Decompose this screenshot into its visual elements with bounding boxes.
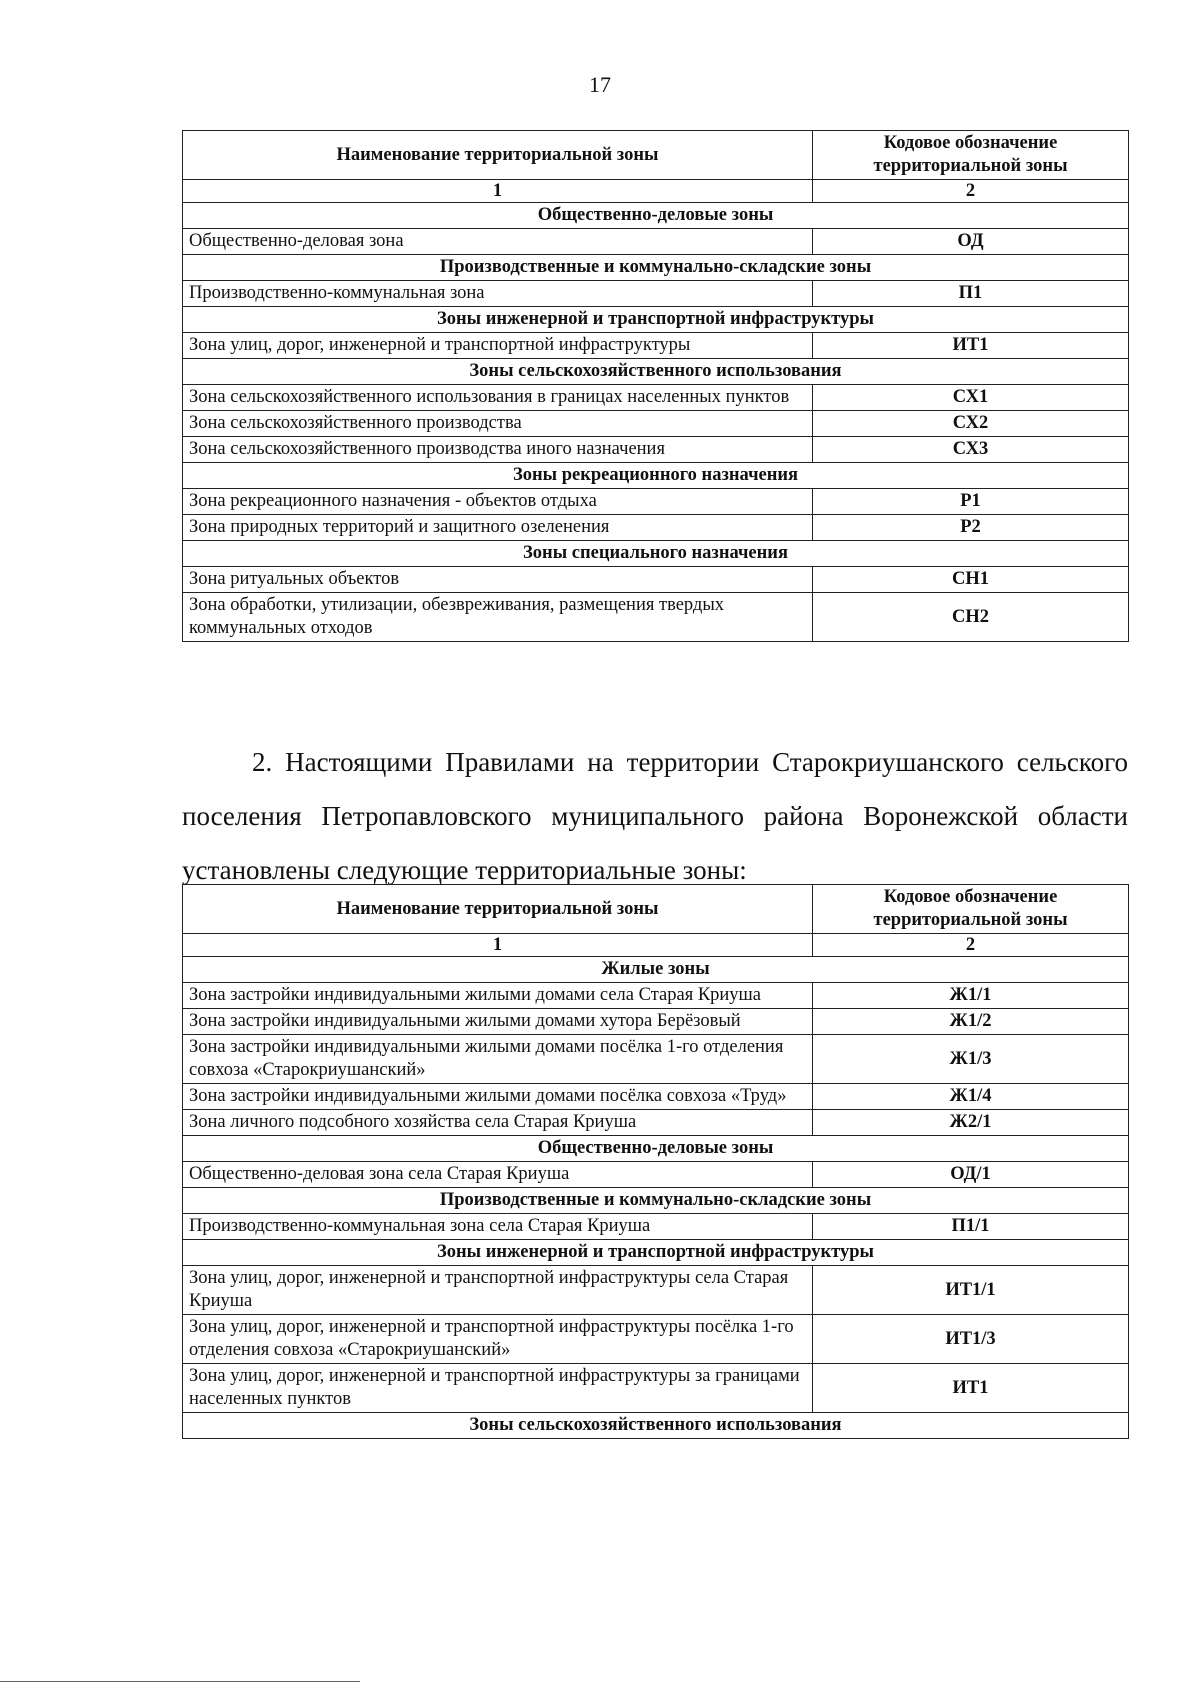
- zone-code: ОД/1: [813, 1162, 1129, 1188]
- zone-row: [183, 333, 1129, 359]
- zone-group-title: Производственные и коммунально-складские зоны: [183, 255, 1129, 281]
- zone-code: ИТ1: [813, 1364, 1129, 1413]
- column-header-name: Наименование территориальной зоны: [183, 885, 813, 934]
- zone-name: Зона сельскохозяйственного производства: [183, 411, 813, 437]
- zone-code: Р1: [813, 489, 1129, 515]
- zone-code: Ж1/3: [813, 1035, 1129, 1084]
- zone-row: [183, 1084, 1129, 1110]
- zone-row: [183, 567, 1129, 593]
- zone-name: Зона сельскохозяйственного производства иного назначения: [183, 437, 813, 463]
- zone-code: СХ2: [813, 411, 1129, 437]
- column-numbers-row: [183, 180, 1129, 203]
- zone-code: Ж1/1: [813, 983, 1129, 1009]
- zone-row: [183, 281, 1129, 307]
- zone-name: Зона сельскохозяйственного использования в границах населенных пунктов: [183, 385, 813, 411]
- zone-name: Зона личного подсобного хозяйства села Старая Криуша: [183, 1110, 813, 1136]
- zone-name: Зона природных территорий и защитного озеленения: [183, 515, 813, 541]
- zone-code: СН2: [813, 593, 1129, 642]
- zone-code: СН1: [813, 567, 1129, 593]
- zone-group-row: [183, 1136, 1129, 1162]
- footer-rule: [0, 1681, 360, 1682]
- zones-table-2-body: [183, 957, 1129, 1439]
- zone-row: [183, 1110, 1129, 1136]
- table-header-row: [183, 885, 1129, 934]
- column-header-code: Кодовое обозначение территориальной зоны: [813, 885, 1129, 934]
- zone-name: Зона застройки индивидуальными жилыми домами посёлка совхоза «Труд»: [183, 1084, 813, 1110]
- zone-code: Ж1/4: [813, 1084, 1129, 1110]
- zone-name: Зона улиц, дорог, инженерной и транспортной инфраструктуры села Старая Криуша: [183, 1266, 813, 1315]
- zone-group-row: [183, 1413, 1129, 1439]
- column-header-name: Наименование территориальной зоны: [183, 131, 813, 180]
- zone-name: Зона улиц, дорог, инженерной и транспортной инфраструктуры: [183, 333, 813, 359]
- zones-table-1-body: [183, 203, 1129, 642]
- zone-name: Зона обработки, утилизации, обезвреживания, размещения твердых коммунальных отходов: [183, 593, 813, 642]
- zone-code: ИТ1/1: [813, 1266, 1129, 1315]
- zone-row: [183, 593, 1129, 642]
- zone-name: Производственно-коммунальная зона села Старая Криуша: [183, 1214, 813, 1240]
- zone-code: СХ1: [813, 385, 1129, 411]
- zone-row: [183, 385, 1129, 411]
- zone-name: Общественно-деловая зона села Старая Криуша: [183, 1162, 813, 1188]
- zone-code: П1/1: [813, 1214, 1129, 1240]
- zone-row: [183, 489, 1129, 515]
- zone-group-row: [183, 1240, 1129, 1266]
- zone-group-title: Общественно-деловые зоны: [183, 203, 1129, 229]
- zone-row: [183, 1162, 1129, 1188]
- zone-name: Производственно-коммунальная зона: [183, 281, 813, 307]
- zone-group-title: Зоны сельскохозяйственного использования: [183, 1413, 1129, 1439]
- zone-name: Зона ритуальных объектов: [183, 567, 813, 593]
- zone-code: ИТ1/3: [813, 1315, 1129, 1364]
- column-number-2: 2: [813, 934, 1129, 957]
- zone-group-row: [183, 1188, 1129, 1214]
- column-number-1: 1: [183, 934, 813, 957]
- zone-group-row: [183, 307, 1129, 333]
- zone-row: [183, 1315, 1129, 1364]
- zone-group-title: Зоны рекреационного назначения: [183, 463, 1129, 489]
- zone-name: Зона улиц, дорог, инженерной и транспортной инфраструктуры за границами населенных пунктов: [183, 1364, 813, 1413]
- zone-group-title: Зоны специального назначения: [183, 541, 1129, 567]
- zone-group-title: Зоны сельскохозяйственного использования: [183, 359, 1129, 385]
- body-paragraph: 2. Настоящими Правилами на территории Старокриушанского сельского поселения Петропавловского муниципального района Воронежской области установлены следующие территориальные зоны:: [182, 747, 1128, 885]
- column-header-code: Кодовое обозначение территориальной зоны: [813, 131, 1129, 180]
- zone-code: СХ3: [813, 437, 1129, 463]
- zone-row: [183, 515, 1129, 541]
- zone-name: Общественно-деловая зона: [183, 229, 813, 255]
- zone-row: [183, 437, 1129, 463]
- zone-name: Зона застройки индивидуальными жилыми домами хутора Берёзовый: [183, 1009, 813, 1035]
- zone-row: [183, 411, 1129, 437]
- zone-group-title: Жилые зоны: [183, 957, 1129, 983]
- zone-row: [183, 1266, 1129, 1315]
- column-number-2: 2: [813, 180, 1129, 203]
- table-header-row: [183, 131, 1129, 180]
- zone-name: Зона рекреационного назначения - объектов отдыха: [183, 489, 813, 515]
- zone-code: П1: [813, 281, 1129, 307]
- zone-group-row: [183, 957, 1129, 983]
- zones-table-2: [182, 884, 1129, 1439]
- zone-row: [183, 1364, 1129, 1413]
- zone-code: Р2: [813, 515, 1129, 541]
- zone-group-row: [183, 359, 1129, 385]
- zone-code: Ж1/2: [813, 1009, 1129, 1035]
- zone-code: Ж2/1: [813, 1110, 1129, 1136]
- zone-row: [183, 1035, 1129, 1084]
- zone-code: ИТ1: [813, 333, 1129, 359]
- zone-name: Зона застройки индивидуальными жилыми домами села Старая Криуша: [183, 983, 813, 1009]
- zones-table-1: [182, 130, 1129, 642]
- zone-group-title: Производственные и коммунально-складские зоны: [183, 1188, 1129, 1214]
- zone-group-row: [183, 463, 1129, 489]
- zone-row: [183, 983, 1129, 1009]
- zone-group-row: [183, 541, 1129, 567]
- zone-group-title: Общественно-деловые зоны: [183, 1136, 1129, 1162]
- zone-group-title: Зоны инженерной и транспортной инфраструктуры: [183, 307, 1129, 333]
- column-number-1: 1: [183, 180, 813, 203]
- zone-row: [183, 229, 1129, 255]
- zone-code: ОД: [813, 229, 1129, 255]
- zone-name: Зона застройки индивидуальными жилыми домами посёлка 1-го отделения совхоза «Старокриушанский»: [183, 1035, 813, 1084]
- column-numbers-row: [183, 934, 1129, 957]
- zone-row: [183, 1214, 1129, 1240]
- zone-row: [183, 1009, 1129, 1035]
- zone-name: Зона улиц, дорог, инженерной и транспортной инфраструктуры посёлка 1-го отделения совхоза «Старокриушанский»: [183, 1315, 813, 1364]
- zone-group-title: Зоны инженерной и транспортной инфраструктуры: [183, 1240, 1129, 1266]
- zone-group-row: [183, 203, 1129, 229]
- page-number: 17: [589, 72, 611, 97]
- zone-group-row: [183, 255, 1129, 281]
